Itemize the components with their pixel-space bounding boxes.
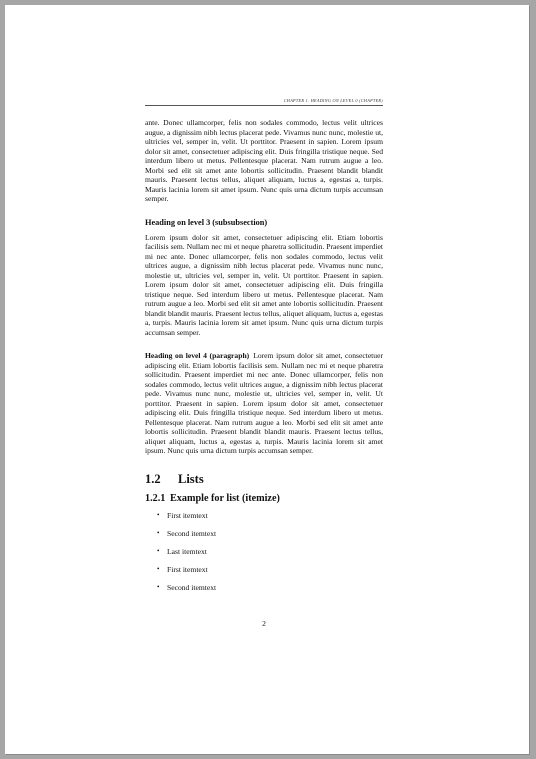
paragraph-continued: ante. Donec ullamcorper, felis non sodales commodo, lectus velit ultrices augue, a dignissim nibh lectus placerat pede. Vivamus nunc nunc, molestie ut, ultricies vel, semper in, velit. Ut porttitor. Praesent in sapien. Lorem ipsum dolor sit amet, consectetuer adipiscing elit. Duis fringilla tristique neque. Sed interdum libero ut metus. Pellentesque placerat. Nam rutrum augue a leo. Morbi sed elit sit amet ante lobortis sollicitudin. Praesent blandit blandit mauris. Praesent lectus tellus, aliquet aliquam, luctus a, egestas a, turpis. Mauris lacinia lorem sit amet ipsum. Nunc quis urna dictum turpis accumsan semper. (145, 118, 383, 203)
subsection-number: 1.2.1 (145, 492, 166, 504)
body-text (145, 118, 383, 601)
subsubsection-heading: Heading on level 3 (subsubsection) (145, 217, 268, 227)
subsection-heading (145, 493, 383, 505)
paragraph-subsubsection: Lorem ipsum dolor sit amet, consectetuer adipiscing elit. Etiam lobortis facilisis sem. Nullam nec mi et neque pharetra sollicitudin. Praesent imperdiet mi nec ante. Donec ullamcorper, felis non sodales commodo, lectus velit ultrices augue, a dignissim nibh lectus placerat pede. Vivamus nunc nunc, molestie ut, ultricies vel, semper in, velit. Ut porttitor. Praesent in sapien. Lorem ipsum dolor sit amet, consectetuer adipiscing elit. Duis fringilla tristique neque. Sed interdum libero ut metus. Pellentesque placerat. Nam rutrum augue a leo. Morbi sed elit sit amet ante lobortis sollicitudin. Praesent blandit blandit mauris. Praesent lectus tellus, aliquet aliquam, luctus a, egestas a, turpis. Mauris lacinia lorem sit amet ipsum. Nunc quis urna dictum turpis accumsan semper. (145, 232, 383, 337)
paragraph-level4 (145, 351, 383, 456)
paragraph-level4-text: Lorem ipsum dolor sit amet, consectetuer adipiscing elit. Etiam lobortis facilisis sem. Nullam nec mi et neque pharetra sollicitudin. Praesent imperdiet mi nec ante. Donec ullamcorper, felis non sodales commodo, lectus velit ultrices augue, a dignissim nibh lectus placerat pede. Vivamus nunc nunc, molestie ut, ultricies vel, semper in, velit. Ut porttitor. Praesent in sapien. Lorem ipsum dolor sit amet, consectetuer adipiscing elit. Duis fringilla tristique neque. Sed interdum libero ut metus. Pellentesque placerat. Nam rutrum augue a leo. Morbi sed elit sit amet ante lobortis sollicitudin. Praesent blandit blandit mauris. Praesent lectus tellus, aliquet aliquam, luctus a, egestas a, turpis. Mauris lacinia lorem sit amet ipsum. Nunc quis urna dictum turpis accumsan semper. (145, 351, 383, 455)
bullet-icon: • (157, 564, 160, 573)
section-heading (145, 472, 383, 487)
itemize-list (145, 511, 383, 593)
list-item: • First itemtext (157, 564, 208, 574)
list-item: • Last itemtext (157, 546, 207, 556)
bullet-icon: • (157, 582, 160, 591)
document-page (5, 5, 529, 754)
bullet-icon: • (157, 510, 160, 519)
list-item: • Second itemtext (157, 582, 217, 592)
running-head: CHAPTER 1. HEADING ON LEVEL 0 (CHAPTER) (283, 98, 383, 103)
list-item: • Second itemtext (157, 528, 217, 538)
list-item: • First itemtext (157, 510, 208, 520)
header-rule (145, 105, 383, 106)
subsection-title: Example for list (itemize) (170, 492, 280, 504)
section-title: Lists (178, 471, 204, 486)
bullet-icon: • (157, 528, 160, 537)
page-number: 2 (262, 619, 266, 628)
section-number: 1.2 (145, 471, 161, 486)
bullet-icon: • (157, 546, 160, 555)
paragraph-heading: Heading on level 4 (paragraph) (145, 351, 250, 360)
